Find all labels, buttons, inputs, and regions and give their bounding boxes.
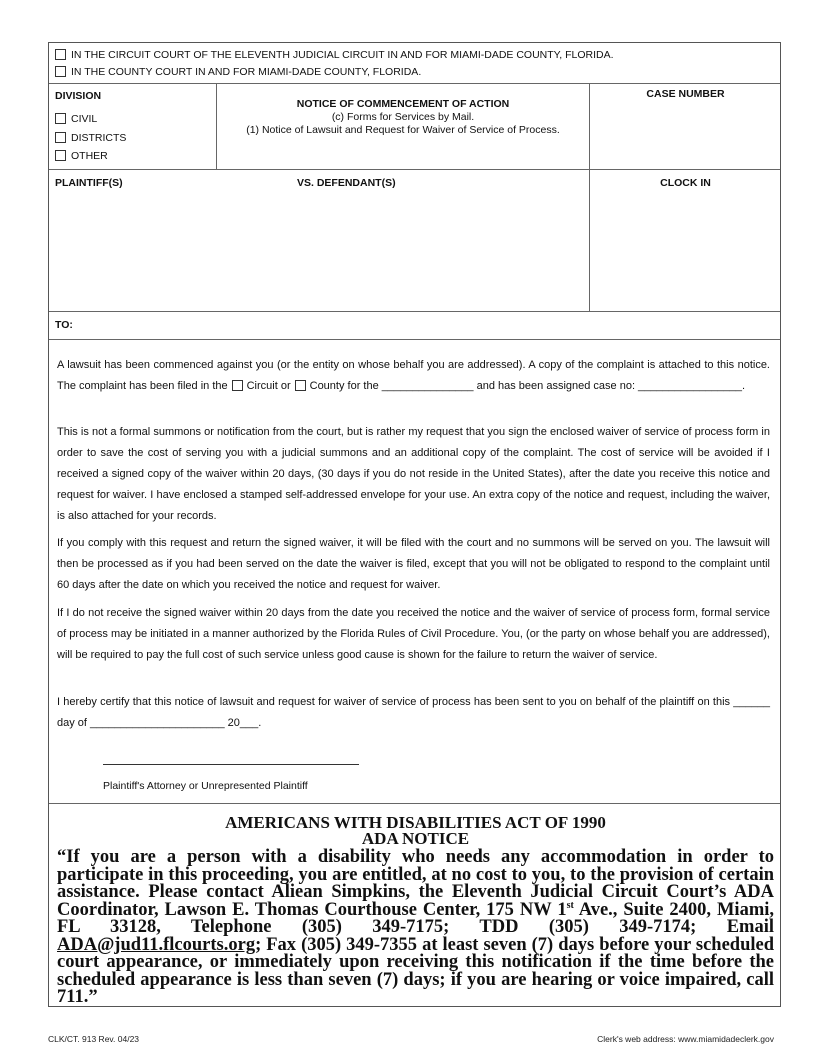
defendant-label: VS. DEFENDANT(S) — [297, 177, 396, 189]
divider — [49, 311, 780, 312]
paragraph-4: If I do not receive the signed waiver within 20 days from the date you received the notice and the waiver of service of process form, formal service of process may be initiated in a manner authorized by the Florida Rules of Civil Procedure. You, (or the party on whose behalf you are addressed), will be required to pay the full cost of such service unless good cause is shown for the failure to return the waiver of service. — [57, 607, 770, 661]
ada-heading-2: ADA NOTICE — [361, 829, 470, 848]
divider — [49, 803, 780, 804]
division-districts-label: DISTRICTS — [71, 132, 127, 144]
ada-email-link[interactable]: ADA@jud11.flcourts.org — [57, 934, 256, 955]
county-court-checkbox[interactable] — [55, 66, 66, 77]
to-label: TO: — [55, 319, 73, 331]
paragraph-5: I hereby certify that this notice of lawsuit and request for waiver of service of process has been sent to you on behalf of the plaintiff on this ______ day of ______________________ 20___. — [57, 696, 770, 729]
paragraph-3: If you comply with this request and return the signed waiver, it will be filed with the court and no summons will be served on you. The lawsuit will then be processed as if you had been served on the date the waiver is filed, except that you will not be obligated to respond to the complaint until 60 days after the date on which you received the notice and request for waiver. — [57, 537, 770, 591]
county-checkbox-inline[interactable] — [295, 380, 306, 391]
notice-subtitle-2: (1) Notice of Lawsuit and Request for Waiver of Service of Process. — [246, 124, 560, 136]
clock-in-label: CLOCK IN — [660, 177, 711, 189]
notice-header — [217, 98, 589, 137]
ada-text-part-2: Ave., Suite 2400, Miami, FL 33128, Telephone (305) 349-7175; TDD (305) 349-7174; Email — [57, 899, 774, 937]
division-districts-option[interactable] — [55, 132, 126, 144]
circuit-court-label: IN THE CIRCUIT COURT OF THE ELEVENTH JUDICIAL CIRCUIT IN AND FOR MIAMI-DADE COUNTY, FLORIDA. — [71, 49, 614, 61]
ada-text-superscript: st — [566, 899, 574, 911]
signature-label: Plaintiff's Attorney or Unrepresented Plaintiff — [103, 780, 308, 792]
signature-line[interactable] — [103, 764, 359, 765]
division-districts-checkbox[interactable] — [55, 132, 66, 143]
county-court-label: IN THE COUNTY COURT IN AND FOR MIAMI-DADE COUNTY, FLORIDA. — [71, 66, 422, 78]
divider — [49, 169, 780, 170]
plaintiff-label: PLAINTIFF(S) — [55, 177, 123, 189]
division-other-label: OTHER — [71, 150, 108, 162]
division-other-option[interactable] — [55, 150, 108, 162]
circuit-inline-label: Circuit or — [246, 380, 291, 392]
division-civil-option[interactable] — [55, 113, 97, 125]
division-civil-checkbox[interactable] — [55, 113, 66, 124]
case-number-label: CASE NUMBER — [646, 88, 725, 100]
divider — [49, 83, 780, 84]
paragraph-2: This is not a formal summons or notification from the court, but is rather my request that you sign the enclosed waiver of service of process form in order to save the cost of serving you with a judicial summons and an additional copy of the complaint. The cost of service will be avoided if I received a signed copy of the waiver within 20 days, (30 days if you do not reside in the United States), after the date you receive this notice and request for waiver. I have enclosed a stamped self-addressed envelope for your use. An extra copy of the notice and request, including the waiver, is also attached for your records. — [57, 426, 770, 522]
divider — [589, 83, 590, 311]
notice-title: NOTICE OF COMMENCEMENT OF ACTION — [296, 98, 510, 110]
divider — [49, 339, 780, 340]
county-inline-label: County for the _______________ and has been assigned case no: _________________. — [309, 380, 746, 392]
paragraph-1-text: A lawsuit has been commenced against you (or the entity on whose behalf you are addressed). A copy of the complaint is attached to this notice. The complaint has been filed in the — [57, 359, 770, 392]
county-court-option[interactable] — [55, 66, 421, 78]
circuit-court-option[interactable] — [55, 49, 614, 61]
division-title: DIVISION — [55, 90, 102, 102]
paragraph-1 — [57, 355, 770, 397]
form-frame — [48, 42, 781, 1007]
division-other-checkbox[interactable] — [55, 150, 66, 161]
ada-heading-1: AMERICANS WITH DISABILITIES ACT OF 1990 — [225, 813, 606, 832]
notice-subtitle-1: (c) Forms for Services by Mail. — [331, 111, 475, 123]
circuit-court-checkbox[interactable] — [55, 49, 66, 60]
ada-text-part-1: “If you are a person with a disability who needs any accommodation in order to participate in this proceeding, you are entitled, at no cost to you, to the provision of certain assistance. Please contact Aliean Simpkins, the Eleventh Judicial Circuit Court’s ADA Coordinator, Lawson E. Thomas Courthouse Center, 175 NW 1 — [57, 847, 774, 920]
form-id: CLK/CT. 913 Rev. 04/23 — [48, 1034, 140, 1044]
ada-text-part-3: ; Fax (305) 349-7355 at least seven (7) days before your scheduled court appearance, or immediately upon receiving this notification if the time before the scheduled appearance is less than seven (7) days; if you are hearing or voice impaired, call 711.” — [57, 934, 774, 1007]
clerk-website: Clerk's web address: www.miamidadeclerk.gov — [597, 1034, 774, 1044]
ada-notice-text — [57, 849, 774, 1007]
circuit-checkbox-inline[interactable] — [232, 380, 243, 391]
division-civil-label: CIVIL — [71, 113, 98, 125]
